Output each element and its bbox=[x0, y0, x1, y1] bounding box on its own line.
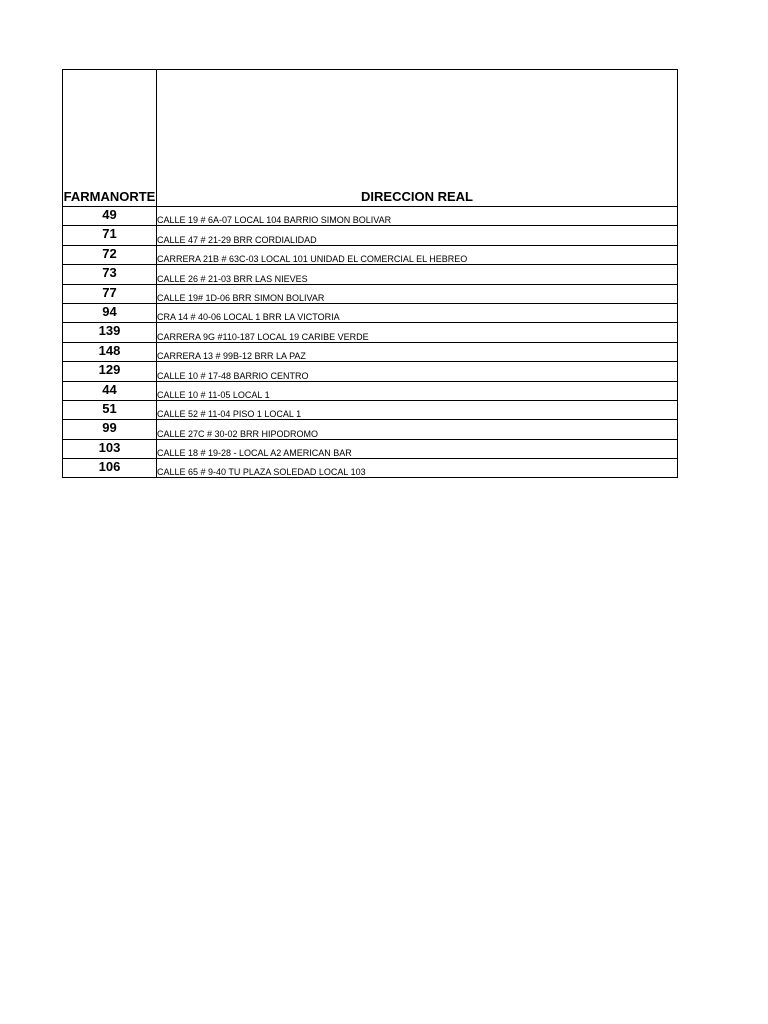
table-row bbox=[63, 342, 678, 361]
column-header-farmanorte: FARMANORTE bbox=[63, 70, 157, 207]
farmanorte-number-cell: 72 bbox=[63, 245, 157, 264]
farmanorte-number-cell: 73 bbox=[63, 265, 157, 284]
farmanorte-number-cell: 99 bbox=[63, 420, 157, 439]
address-cell: CARRERA 21B # 63C-03 LOCAL 101 UNIDAD EL COMERCIAL EL HEBREO bbox=[157, 245, 678, 264]
table-row bbox=[63, 303, 678, 322]
address-cell: CARRERA 13 # 99B-12 BRR LA PAZ bbox=[157, 342, 678, 361]
table-row bbox=[63, 245, 678, 264]
table-row bbox=[63, 420, 678, 439]
farmanorte-number-cell: 49 bbox=[63, 207, 157, 226]
address-cell: CALLE 47 # 21-29 BRR CORDIALIDAD bbox=[157, 226, 678, 245]
table-row bbox=[63, 265, 678, 284]
table-row bbox=[63, 400, 678, 419]
farmanorte-number-cell: 139 bbox=[63, 323, 157, 342]
farmanorte-number-cell: 51 bbox=[63, 400, 157, 419]
farmanorte-number-cell: 71 bbox=[63, 226, 157, 245]
address-cell: CALLE 26 # 21-03 BRR LAS NIEVES bbox=[157, 265, 678, 284]
farmanorte-number-cell: 94 bbox=[63, 303, 157, 322]
table-row bbox=[63, 284, 678, 303]
farmanorte-number-cell: 129 bbox=[63, 362, 157, 381]
farmanorte-number-cell: 148 bbox=[63, 342, 157, 361]
table-row bbox=[63, 226, 678, 245]
address-cell: CALLE 18 # 19-28 - LOCAL A2 AMERICAN BAR bbox=[157, 439, 678, 458]
table-row bbox=[63, 439, 678, 458]
address-cell: CALLE 52 # 11-04 PISO 1 LOCAL 1 bbox=[157, 400, 678, 419]
farmanorte-number-cell: 44 bbox=[63, 381, 157, 400]
table-row bbox=[63, 323, 678, 342]
farmanorte-number-cell: 103 bbox=[63, 439, 157, 458]
address-cell: CALLE 19 # 6A-07 LOCAL 104 BARRIO SIMON BOLIVAR bbox=[157, 207, 678, 226]
table-row bbox=[63, 207, 678, 226]
table-row bbox=[63, 459, 678, 478]
table-row bbox=[63, 362, 678, 381]
table-body bbox=[63, 207, 678, 478]
farmanorte-number-cell: 106 bbox=[63, 459, 157, 478]
address-cell: CALLE 27C # 30-02 BRR HIPODROMO bbox=[157, 420, 678, 439]
address-cell: CALLE 19# 1D-06 BRR SIMON BOLIVAR bbox=[157, 284, 678, 303]
address-cell: CALLE 10 # 17-48 BARRIO CENTRO bbox=[157, 362, 678, 381]
address-cell: CRA 14 # 40-06 LOCAL 1 BRR LA VICTORIA bbox=[157, 303, 678, 322]
address-table bbox=[62, 69, 678, 478]
table-row bbox=[63, 381, 678, 400]
column-header-direccion-real: DIRECCION REAL bbox=[157, 70, 678, 207]
address-cell: CALLE 65 # 9-40 TU PLAZA SOLEDAD LOCAL 103 bbox=[157, 459, 678, 478]
header-row bbox=[63, 70, 678, 207]
address-cell: CARRERA 9G #110-187 LOCAL 19 CARIBE VERDE bbox=[157, 323, 678, 342]
address-cell: CALLE 10 # 11-05 LOCAL 1 bbox=[157, 381, 678, 400]
farmanorte-number-cell: 77 bbox=[63, 284, 157, 303]
